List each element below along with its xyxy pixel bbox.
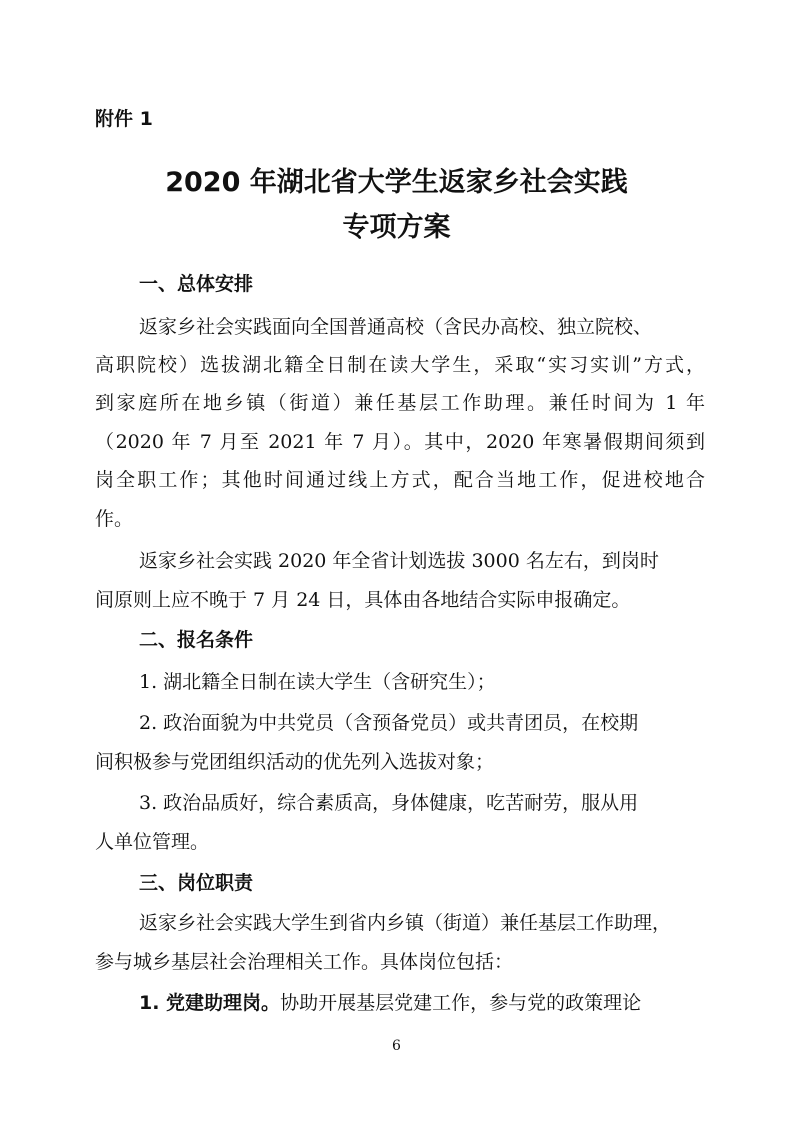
- body-line: 人单位管理。: [95, 831, 210, 853]
- body-line: 岗全职工作；其他时间通过线上方式，配合当地工作，促进校地合: [95, 469, 705, 491]
- body-line: 间原则上应不晚于 7 月 24 日，具体由各地结合实际申报确定。: [95, 589, 631, 611]
- attachment-label: 附件 1: [95, 108, 153, 130]
- body-line: 作。: [95, 508, 134, 530]
- list-item-bold-lead: 1. 党建助理岗。: [139, 992, 281, 1014]
- document-title-line-2: 专项方案: [342, 212, 451, 243]
- body-line: 高职院校）选拔湖北籍全日制在读大学生，采取“实习实训”方式，: [95, 354, 705, 376]
- section-heading-overall: 一、总体安排: [139, 273, 254, 295]
- document-title-line-1: 2020 年湖北省大学生返家乡社会实践: [165, 167, 628, 198]
- page-number: 6: [392, 1038, 401, 1054]
- body-line: 参与城乡基层社会治理相关工作。具体岗位包括：: [95, 951, 514, 973]
- list-item: 2. 政治面貌为中共党员（含预备党员）或共青团员，在校期: [139, 712, 639, 734]
- section-heading-requirements: 二、报名条件: [139, 629, 254, 651]
- list-item: [95, 990, 705, 1016]
- body-line: 到家庭所在地乡镇（街道）兼任基层工作助理。兼任时间为 1 年: [95, 392, 705, 414]
- body-line: 返家乡社会实践 2020 年全省计划选拔 3000 名左右，到岗时: [139, 550, 659, 572]
- body-line: 返家乡社会实践大学生到省内乡镇（街道）兼任基层工作助理，: [139, 912, 672, 934]
- list-item: 1. 湖北籍全日制在读大学生（含研究生）；: [139, 671, 496, 693]
- body-line: 返家乡社会实践面向全国普通高校（含民办高校、独立院校、: [139, 316, 653, 338]
- list-item: 3. 政治品质好，综合素质高，身体健康，吃苦耐劳，服从用: [139, 792, 639, 814]
- list-item-text: 协助开展基层党建工作，参与党的政策理论: [280, 992, 642, 1014]
- body-line: （2020 年 7 月至 2021 年 7 月）。其中，2020 年寒暑假期间须到: [95, 431, 705, 453]
- section-heading-duties: 三、岗位职责: [139, 872, 254, 894]
- body-line: 间积极参与党团组织活动的优先列入选拔对象；: [95, 751, 495, 773]
